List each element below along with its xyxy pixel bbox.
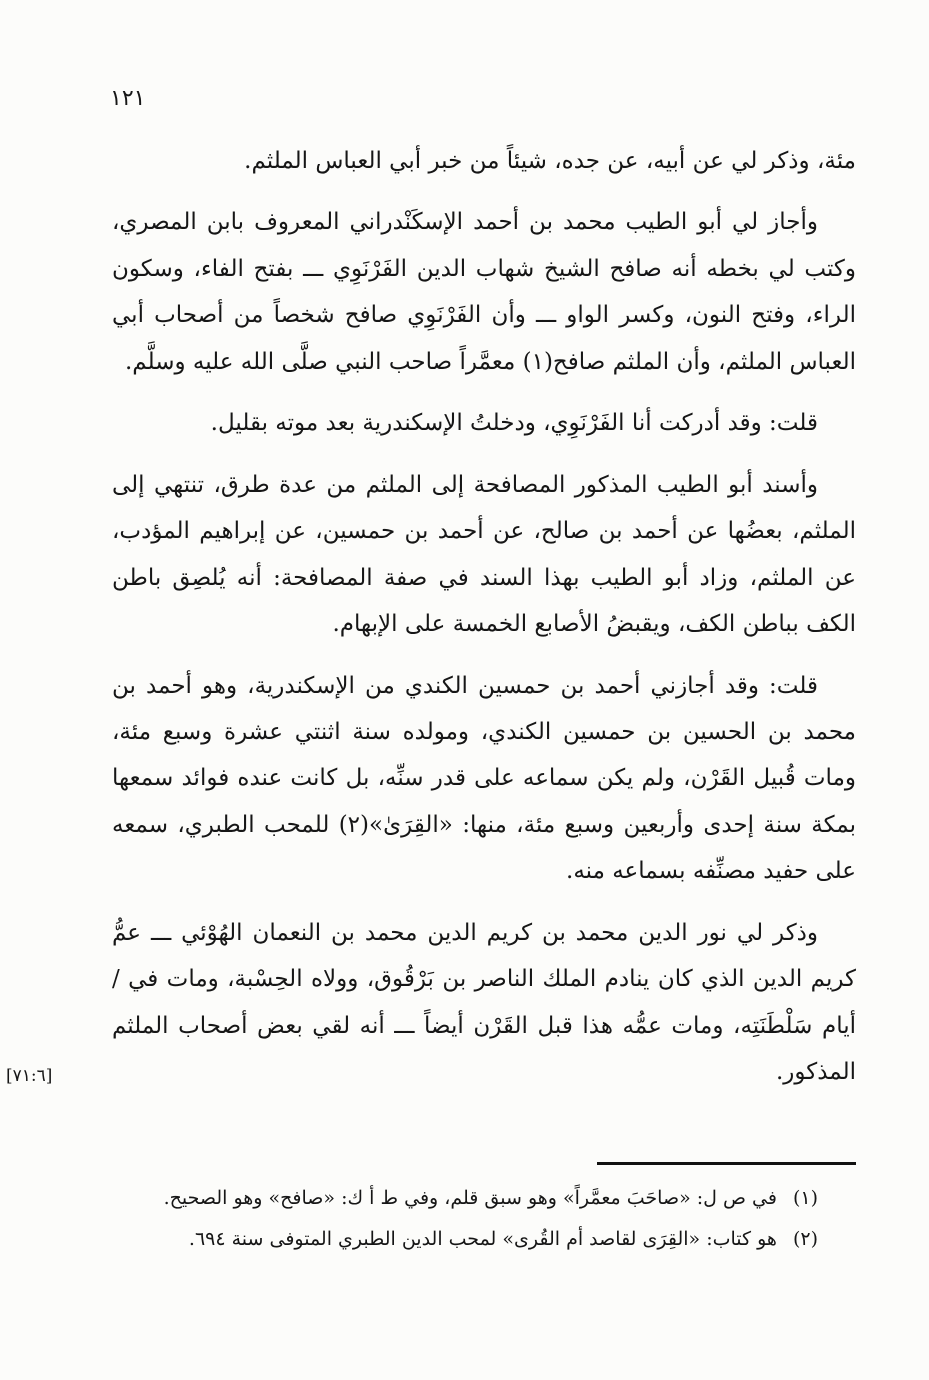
footnote-item <box>108 1178 818 1219</box>
paragraph-isnad-musafaha: وأسند أبو الطيب المذكور المصافحة إلى الملثم من عدة طرق، تنتهي إلى الملثم، بعضُها عن أحمد بن صالح، عن أحمد بن حمسين، عن إبراهيم المؤدب، عن الملثم، وزاد أبو الطيب بهذا السند في صفة المصافحة: أنه يُلصِق باطن الكف بباطن الكف، ويقبضُ الأصابع الخمسة على الإبهام. <box>112 471 856 638</box>
folio-margin-reference: [٧١:٦] <box>6 1066 53 1086</box>
footnote-text: هو كتاب: «القِرَى لقاصد أم القُرى» لمحب الدين الطبري المتوفى سنة ٦٩٤. <box>188 1227 777 1250</box>
paragraph-qultu-farnawi: قلت: وقد أدركت أنا الفَرْنَوِي، ودخلتُ الإسكندرية بعد موته بقليل. <box>210 410 818 437</box>
paragraph-nur-al-din: وذكر لي نور الدين محمد بن كريم الدين محمد بن النعمان الهُوْئي ـــ عمُّ كريم الدين الذي كان ينادم الملك الناصر بن بَرْقُوق، وولاه الحِسْبة، ومات في / أيام سَلْطَنَتِه، ومات عمُّه هذا قبل القَرْن أيضاً ـــ أنه لقي بعض أصحاب الملثم المذكور. <box>112 919 856 1086</box>
page-number: ١٢١ <box>110 86 146 111</box>
main-text-block <box>112 138 856 1111</box>
footnote-item <box>108 1219 818 1260</box>
paragraph-qultu-kindi: قلت: وقد أجازني أحمد بن حمسين الكندي من الإسكندرية، وهو أحمد بن محمد بن الحسين بن حمسين الكندي، ومولده سنة اثنتي عشرة وسبع مئة، ومات قُبيل القَرْن، ولم يكن سماعه على قدر سنِّه، بل كانت عنده فوائد سمعها بمكة سنة إحدى وأربعين وسبع مئة، منها: «القِرَىٰ»(٢) للمحب الطبري، سمعه على حفيد مصنِّفه بسماعه منه. <box>112 672 856 885</box>
footnote-text: في ص ل: «صاحَبَ معمَّراً» وهو سبق قلم، وفي ط أ ك: «صافح» وهو الصحيح. <box>163 1187 777 1209</box>
paragraph-continuation: مئة، وذكر لي عن أبيه، عن جده، شيئاً من خبر أبي العباس الملثم. <box>244 148 856 174</box>
footnotes-block <box>108 1178 818 1260</box>
footnote-number: (١) <box>792 1187 818 1209</box>
footnote-number: (٢) <box>792 1227 818 1250</box>
footnote-separator-rule <box>597 1162 856 1165</box>
paragraph-ijaza-abu-tayyib: وأجاز لي أبو الطيب محمد بن أحمد الإسكَنْدراني المعروف بابن المصري، وكتب لي بخطه أنه صافح الشيخ شهاب الدين الفَرْنَوِي ـــ بفتح الفاء، وسكون الراء، وفتح النون، وكسر الواو ـــ وأن الفَرْنَوِي صافح شخصاً من أصحاب أبي العباس الملثم، وأن الملثم صافح(١) معمَّراً صاحب النبي صلَّى الله عليه وسلَّم. <box>112 209 856 375</box>
